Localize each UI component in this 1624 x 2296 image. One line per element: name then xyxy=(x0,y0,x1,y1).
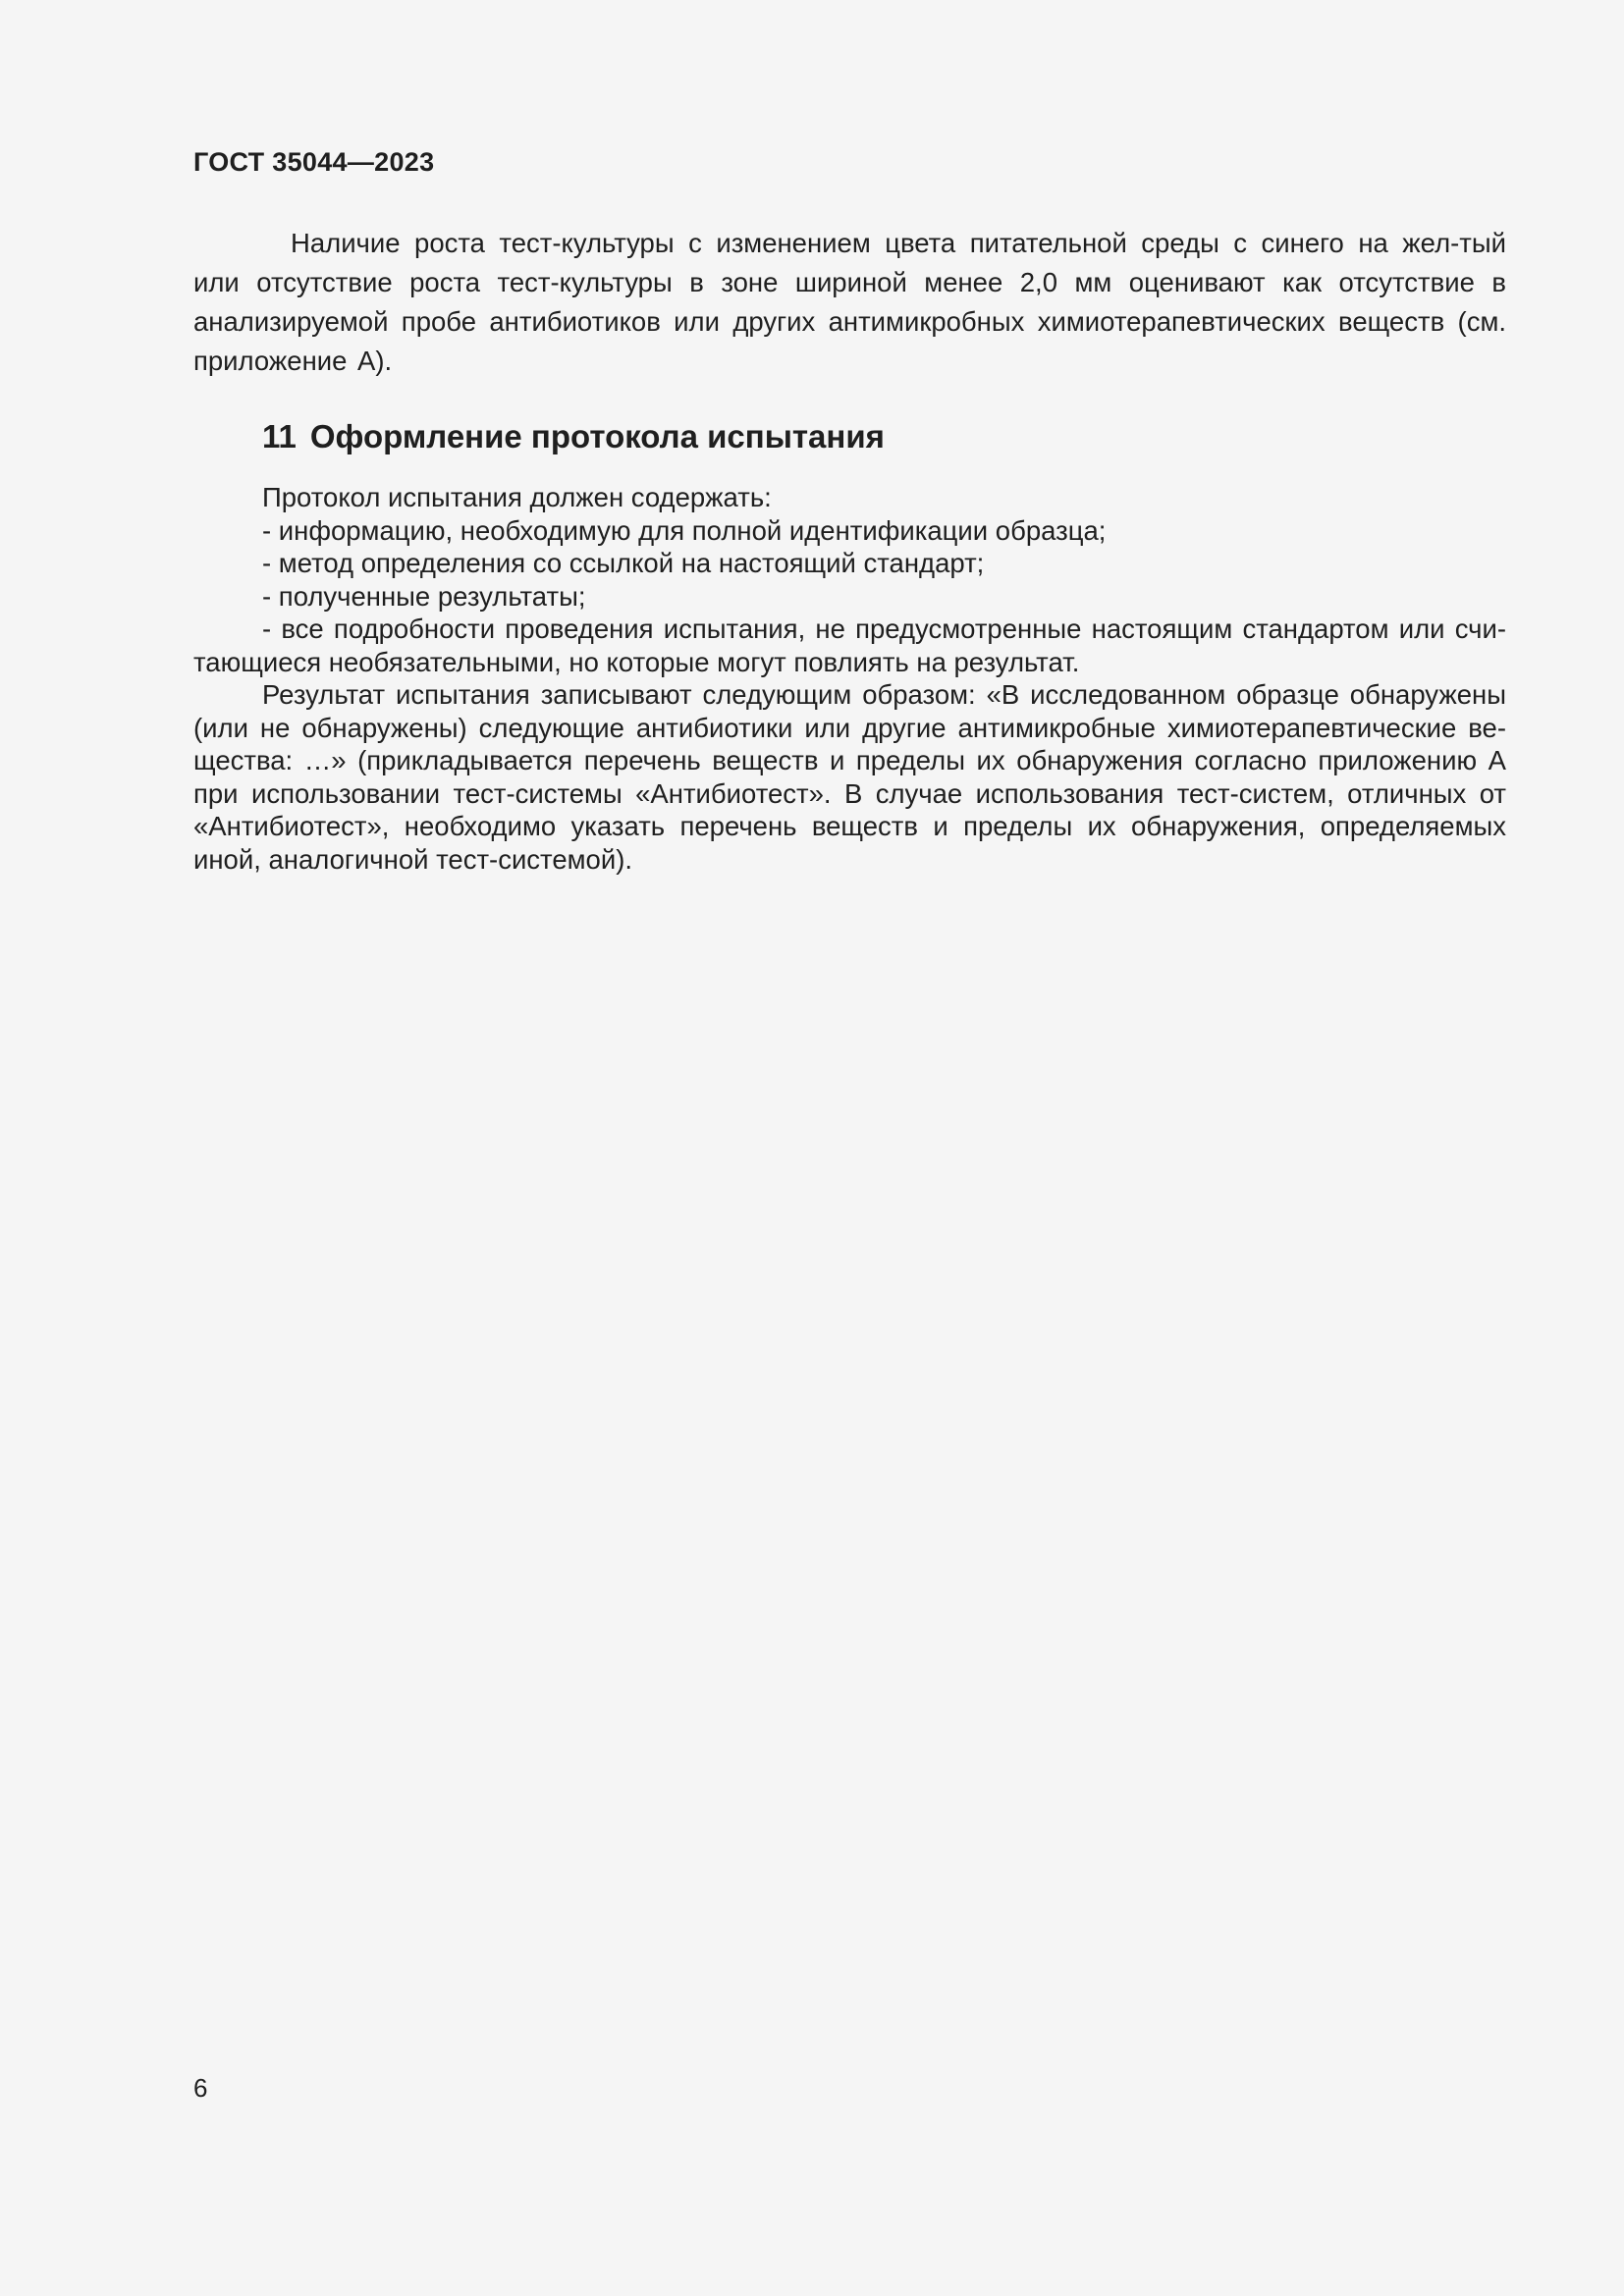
section-heading xyxy=(262,418,885,455)
section-title: Оформление протокола испытания xyxy=(309,418,885,454)
section-body xyxy=(193,481,1506,876)
list-item: - все подробности проведения испытания, не предусмотренные настоящим стандартом или счи-тающиеся необязательными, но которые могут повлиять на результат. xyxy=(193,614,1506,677)
page-number: 6 xyxy=(193,2073,208,2103)
list-item: - метод определения со ссылкой на настоящий стандарт; xyxy=(262,548,985,578)
section-lead: Протокол испытания должен содержать: xyxy=(262,482,772,512)
section-number: 11 xyxy=(262,418,297,454)
list-item: - информацию, необходимую для полной идентификации образца; xyxy=(262,514,1107,546)
list-item: - полученные результаты; xyxy=(262,580,586,612)
document-header: ГОСТ 35044—2023 xyxy=(193,147,435,177)
result-paragraph: Результат испытания записывают следующим образом: «В исследованном образце обнаружены (или не обнаружены) следующие антибиотики или другие антимикробные химиотерапевтические ве-щества: …» (прикладывается перечень веществ и пределы их обнаружения согласно приложению А при использовании тест-системы «Антибиотест». В случае использования тест-систем, отличных от «Антибиотест», необходимо указать перечень веществ и пределы их обнаружения, определяемых иной, аналогичной тест-системой). xyxy=(193,679,1506,875)
intro-paragraph: Наличие роста тест-культуры с изменением цвета питательной среды с синего на жел-тый или отсутствие роста тест-культуры в зоне шириной менее 2,0 мм оценивают как отсутствие в анализируемой пробе антибиотиков или других антимикробных химиотерапевтических веществ (см. приложение А). xyxy=(193,228,1506,376)
